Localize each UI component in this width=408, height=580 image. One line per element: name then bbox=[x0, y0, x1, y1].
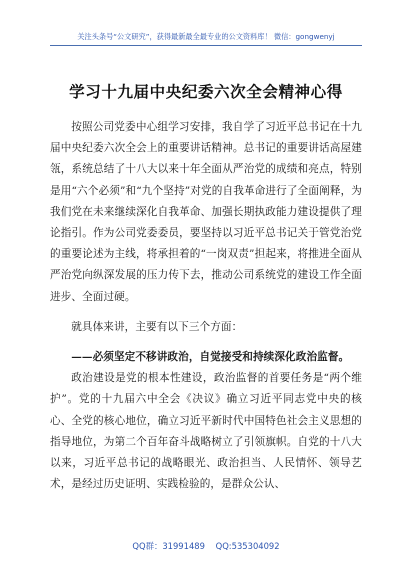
transition-paragraph: 就具体来讲，主要有以下三个方面： bbox=[71, 320, 243, 333]
qq-text: QQ:535304092 bbox=[215, 541, 280, 551]
qq-group-text: QQ群：31991489 bbox=[132, 541, 205, 551]
document-title: 学习十九届中央纪委六次全会精神心得 bbox=[69, 83, 343, 101]
section-heading: ——必须坚定不移讲政治，自觉接受和持续深化政治监督。 bbox=[71, 351, 350, 364]
intro-paragraph: 按照公司党委中心组学习安排，我自学了习近平总书记在十九届中央纪委六次全会上的重要讲话精神。总书记的重要讲话高屋建瓴，系统总结了十八大以来十年全面从严治党的成绩和亮点，特别是用“六个必须”和“九个坚持”对党的自我革命进行了全面阐释，为我们党在未来继续深化自我革命、加强长期执政能力建设提供了理论指引。作为公司党委委员，要坚持以习近平总书记关于管党治党的重要论述为主线，将承担着的“一岗双责”担起来，将推进全面从严治党向纵深发展的压力传下去，推动公司系统党的建设工作全面进步、全面过硬。 bbox=[50, 121, 362, 303]
document-body bbox=[50, 117, 362, 504]
header-banner: 关注头条号“公文研究”，获得最新最全最专业的公文资料库！ 微信：gongwenyj bbox=[50, 31, 362, 46]
section-paragraph: 政治建设是党的根本性建设，政治监督的首要任务是“两个维护”。党的十九届六中全会《决议》确立习近平同志党中央的核心、全党的核心地位，确立习近平新时代中国特色社会主义思想的指导地位，为第二个百年奋斗战略树立了引领旗帜。自党的十八大以来，习近平总书记的战略眼光、政治担当、人民情怀、领导艺术，是经过历史证明、实践检验的，是群众公认、 bbox=[50, 372, 362, 491]
footer-contact bbox=[50, 540, 362, 552]
